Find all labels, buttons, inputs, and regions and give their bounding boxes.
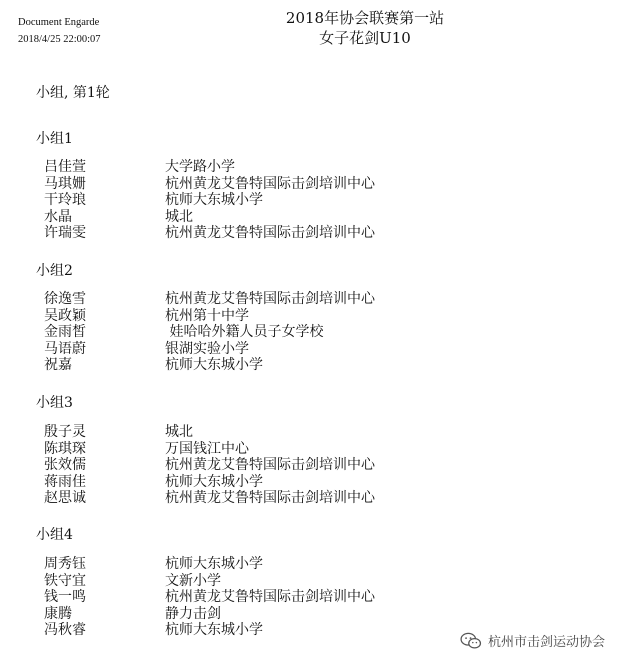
fencer-club: 杭师大东城小学 (165, 357, 263, 374)
fencer-row (0, 308, 623, 325)
fencer-club: 娃哈哈外籍人员子女学校 (165, 324, 324, 341)
document-timestamp: 2018/4/25 22:00:07 (18, 34, 101, 45)
fencer-name: 马语蔚 (44, 340, 86, 357)
fencer-club: 杭州黄龙艾鲁特国际击剑培训中心 (165, 589, 375, 606)
fencer-name: 赵思诚 (44, 490, 86, 507)
competition-title: 2018年协会联赛第一站 (285, 9, 445, 27)
fencer-name: 干玲琅 (44, 192, 86, 209)
fencer-club: 城北 (165, 424, 193, 440)
fencer-club: 静力击剑 (165, 605, 221, 622)
fencer-row (0, 192, 623, 209)
fencer-name: 张效儒 (44, 457, 86, 474)
fencer-name: 殷子灵 (44, 424, 86, 440)
watermark (460, 631, 605, 650)
fencer-row (0, 324, 623, 341)
fencer-club: 杭师大东城小学 (165, 556, 263, 572)
fencer-row (0, 357, 623, 374)
fencer-club: 杭州黄龙艾鲁特国际击剑培训中心 (165, 225, 375, 242)
fencer-club: 万国钱江中心 (165, 440, 249, 457)
pool-rows (0, 424, 623, 507)
fencer-name: 徐逸雪 (44, 291, 86, 307)
pool-title: 小组4 (36, 527, 73, 543)
fencer-name: 铁守宜 (44, 572, 86, 589)
fencer-row (0, 209, 623, 226)
fencer-row (0, 490, 623, 507)
pool-rows (0, 291, 623, 374)
fencer-name: 祝嘉 (44, 357, 72, 374)
fencer-name: 马琪姗 (44, 175, 86, 192)
fencer-row (0, 556, 623, 573)
fencer-name: 金雨皙 (44, 324, 86, 341)
fencer-name: 蒋雨佳 (44, 473, 86, 490)
fencer-club: 银湖实验小学 (165, 340, 249, 357)
fencer-row (0, 573, 623, 590)
fencer-row (0, 291, 623, 308)
document-label: Document Engarde (18, 17, 100, 28)
fencer-club: 杭州黄龙艾鲁特国际击剑培训中心 (165, 291, 375, 307)
pool-rows (0, 159, 623, 242)
fencer-row (0, 441, 623, 458)
fencer-name: 康腾 (44, 605, 72, 622)
pool-rows (0, 556, 623, 639)
watermark-text: 杭州市击剑运动协会 (487, 635, 605, 650)
fencer-club: 大学路小学 (165, 159, 235, 175)
fencer-club: 杭师大东城小学 (165, 622, 263, 639)
document-header-left (18, 14, 101, 48)
fencer-club: 杭州黄龙艾鲁特国际击剑培训中心 (165, 490, 375, 507)
fencer-name: 陈琪琛 (44, 440, 86, 457)
pool-title: 小组3 (36, 395, 73, 411)
fencer-row (0, 424, 623, 441)
fencer-row (0, 457, 623, 474)
fencer-name: 许瑞雯 (44, 225, 86, 242)
fencer-name: 水晶 (44, 208, 72, 225)
fencer-row (0, 589, 623, 606)
fencer-name: 吕佳萱 (44, 159, 86, 175)
fencer-club: 城北 (165, 208, 193, 225)
fencer-row (0, 225, 623, 242)
fencer-club: 杭师大东城小学 (165, 473, 263, 490)
fencer-name: 吴政颖 (44, 307, 86, 324)
fencer-row (0, 606, 623, 623)
fencer-row (0, 159, 623, 176)
fencer-row (0, 474, 623, 491)
fencer-club: 杭州黄龙艾鲁特国际击剑培训中心 (165, 457, 375, 474)
fencer-row (0, 341, 623, 358)
round-title: 小组, 第1轮 (36, 85, 110, 101)
wechat-icon (460, 632, 482, 650)
pool-title: 小组2 (36, 263, 73, 279)
fencer-club: 杭州第十中学 (165, 307, 249, 324)
event-subtitle: 女子花剑U10 (319, 29, 411, 47)
fencer-club: 文新小学 (165, 572, 221, 589)
fencer-club: 杭州黄龙艾鲁特国际击剑培训中心 (165, 175, 375, 192)
fencer-name: 周秀钰 (44, 556, 86, 572)
fencer-name: 钱一鸣 (44, 589, 86, 606)
fencer-club: 杭师大东城小学 (165, 192, 263, 209)
fencer-name: 冯秋睿 (44, 622, 86, 639)
fencer-row (0, 176, 623, 193)
document-header-center (240, 8, 490, 48)
pool-title: 小组1 (36, 131, 73, 147)
